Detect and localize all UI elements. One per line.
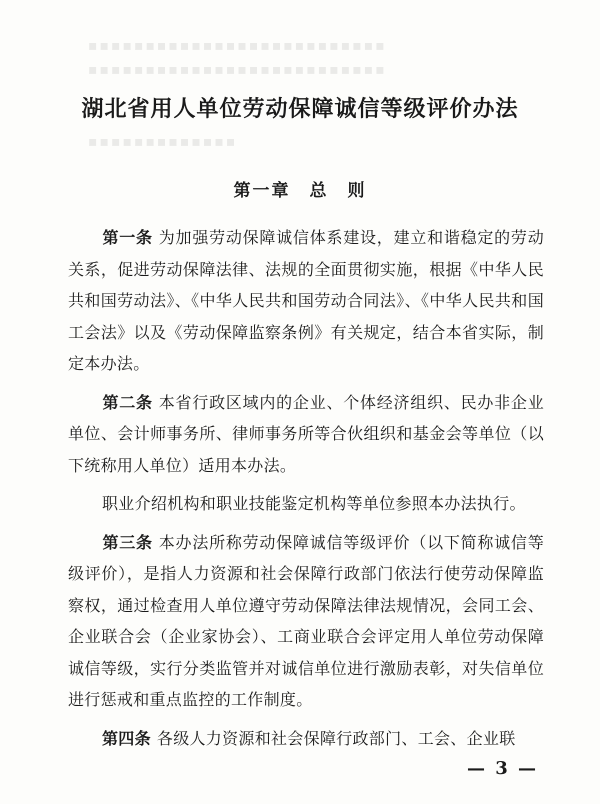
bleed-through-text: ▪▪▪▪▪▪▪▪▪▪▪▪▪▪▪▪▪▪▪▪▪▪▪▪▪▪: [88, 62, 387, 78]
article-label: 第三条: [102, 532, 153, 552]
chapter-heading: 第一章 总 则: [233, 181, 367, 201]
article-text: 本办法所称劳动保障诚信等级评价（以下简称诚信等级评价），是指人力资源和社会保障行政部门依法行使劳动保障监察权，通过检查用人单位遵守劳动保障法律法规情况，会同工会、企业联合会（企业家协会）、工商业联合会评定用人单位劳动保障诚信等级，实行分类监管并对诚信单位进行激励表彰，对失信单位进行惩戒和重点监控的工作制度。: [68, 532, 544, 709]
article-text: 职业介绍机构和职业技能鉴定机构等单位参照本办法执行。: [102, 494, 526, 513]
document-body: [68, 222, 544, 761]
bleed-through-text: ▪▪▪▪▪▪▪▪▪▪▪▪▪▪▪▪▪▪▪▪▪▪▪▪▪▪: [88, 38, 387, 54]
article-3: [68, 527, 544, 716]
document-title: 湖北省用人单位劳动保障诚信等级评价办法: [81, 96, 519, 122]
article-text: 各级人力资源和社会保障行政部门、工会、企业联: [156, 728, 516, 748]
article-1: [68, 222, 544, 380]
article-text: 为加强劳动保障诚信体系建设，建立和谐稳定的劳动关系，促进劳动保障法律、法规的全面贯彻实施，根据《中华人民共和国劳动法》、《中华人民共和国劳动合同法》、《中华人民共和国工会法》以及《劳动保障监察条例》有关规定，结合本省实际，制定本办法。: [68, 228, 544, 373]
article-2: [68, 387, 544, 482]
article-4: [68, 723, 544, 755]
article-label: 第四条: [102, 728, 151, 748]
article-2-paragraph-2: [68, 488, 544, 520]
article-label: 第二条: [102, 392, 153, 412]
page-number: — 3 —: [466, 758, 538, 779]
article-label: 第一条: [102, 228, 153, 247]
article-text: 本省行政区域内的企业、个体经济组织、民办非企业单位、会计师事务所、律师事务所等合伙组织和基金会等单位（以下统称用人单位）适用本办法。: [68, 392, 544, 475]
bleed-through-text: ▪▪▪▪▪▪▪▪▪▪▪▪▪: [88, 134, 238, 150]
